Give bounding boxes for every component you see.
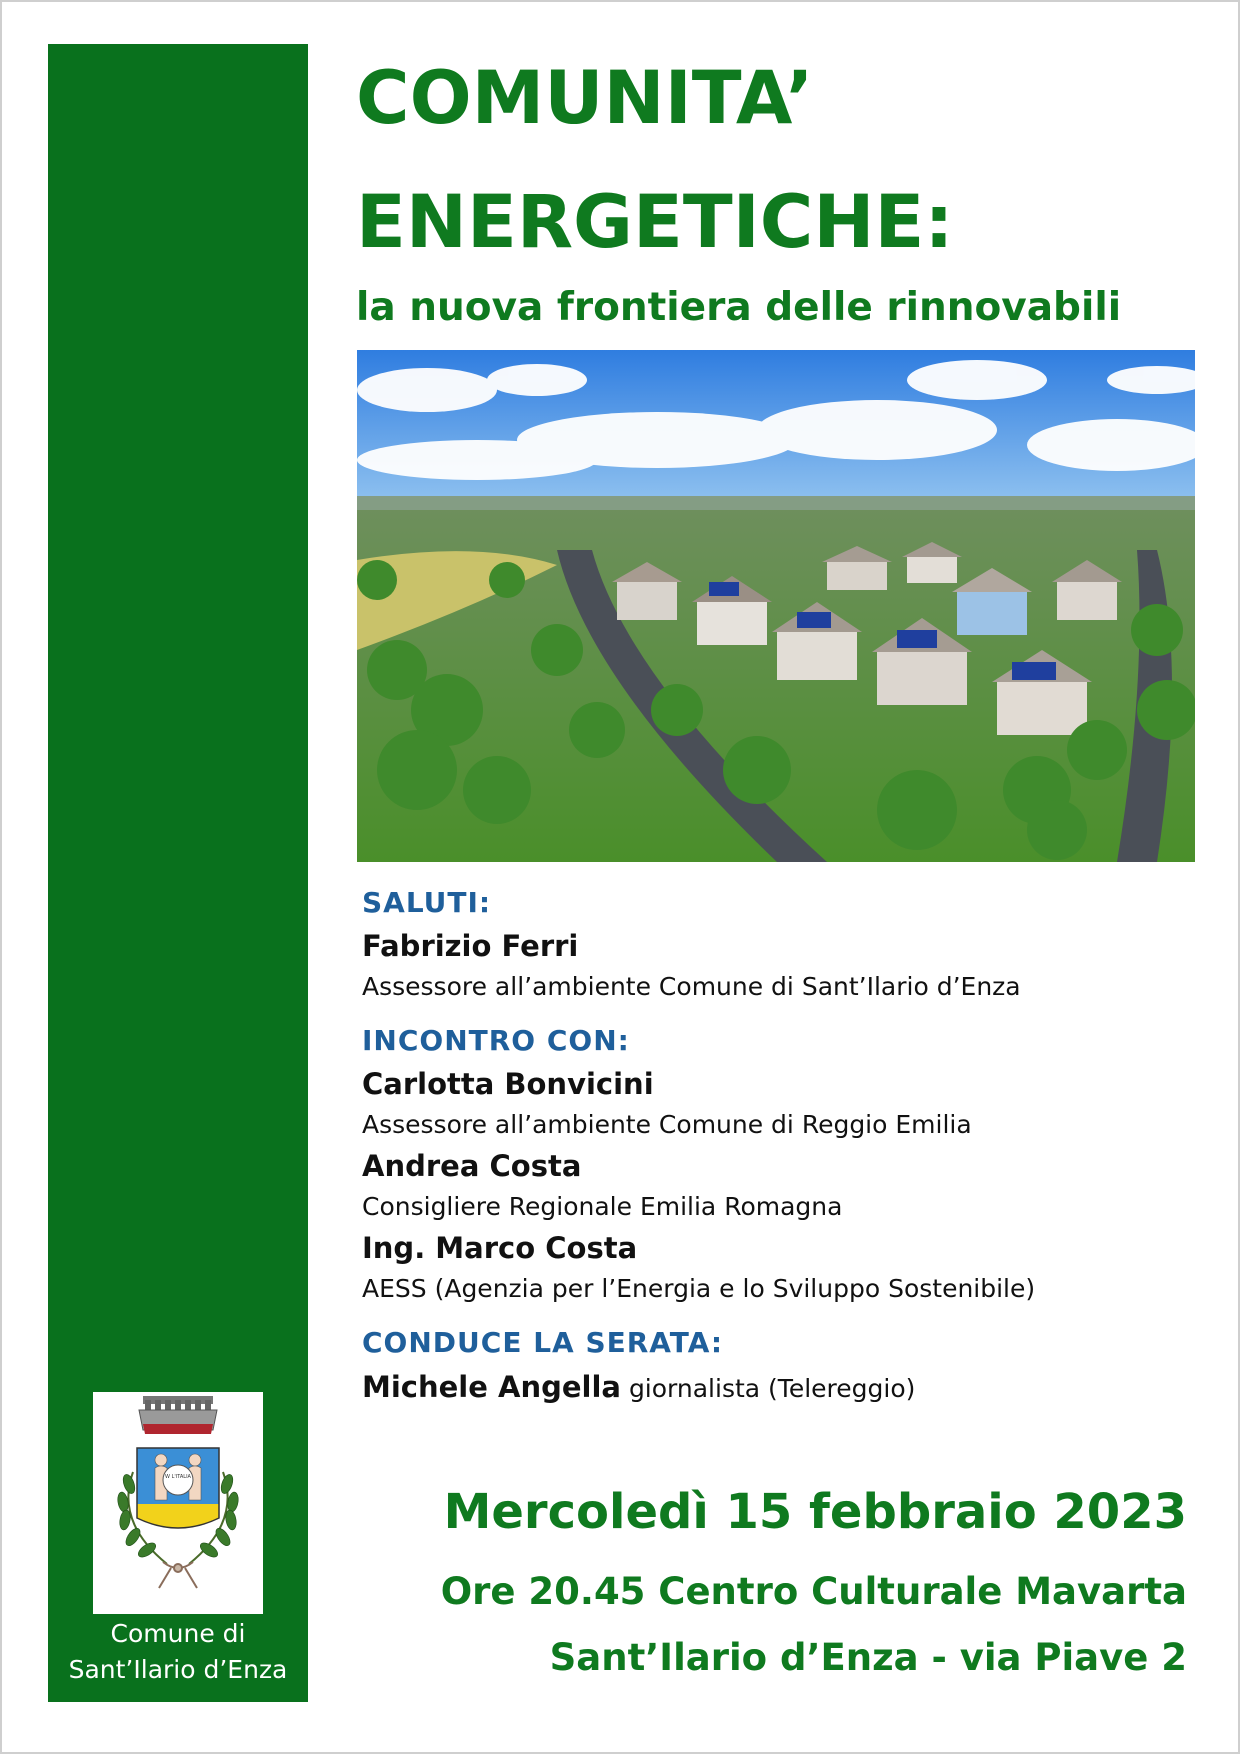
speaker-role: Assessore all’ambiente Comune di Sant’Ilario d’Enza [362,972,1021,1001]
shield-icon [137,1448,219,1528]
speaker-name: Andrea Costa [362,1149,582,1183]
conduce-heading: CONDUCE LA SERATA: [362,1326,724,1359]
speaker-name: Ing. Marco Costa [362,1231,638,1265]
speaker-role: AESS (Agenzia per l’Energia e lo Sviluppo Sostenibile) [362,1274,1036,1303]
town-label [48,1616,308,1688]
speaker-role: Assessore all’ambiente Comune di Reggio Emilia [362,1110,972,1139]
title-line1: COMUNITA’ [356,56,814,141]
speaker-name: Fabrizio Ferri [362,929,579,963]
subtitle: la nuova frontiera delle rinnovabili [356,285,1122,330]
event-venue: Ore 20.45 Centro Culturale Mavarta [440,1570,1187,1613]
municipal-crest [93,1392,263,1614]
incontro-heading: INCONTRO CON: [362,1024,630,1057]
host-name: Michele Angella [362,1370,621,1404]
town-label-line1: Comune di [110,1619,246,1648]
town-label-line2: Sant’Ilario d’Enza [68,1655,288,1684]
title-line2: ENERGETICHE: [356,180,954,265]
speaker-name: Carlotta Bonvicini [362,1067,654,1101]
speaker-role: Consigliere Regionale Emilia Romagna [362,1192,843,1221]
host-role: giornalista (Telereggio) [628,1374,916,1403]
crest-motto: W L'ITALIA [165,1474,191,1480]
host-line [362,1366,1182,1410]
ribbon-icon [159,1562,197,1588]
program [362,880,1182,1410]
event-address: Sant’Ilario d’Enza - via Piave 2 [549,1636,1187,1679]
hero-photo [357,350,1195,862]
event-date: Mercoledì 15 febbraio 2023 [443,1484,1187,1540]
crown-icon [139,1396,217,1434]
saluti-heading: SALUTI: [362,886,492,919]
